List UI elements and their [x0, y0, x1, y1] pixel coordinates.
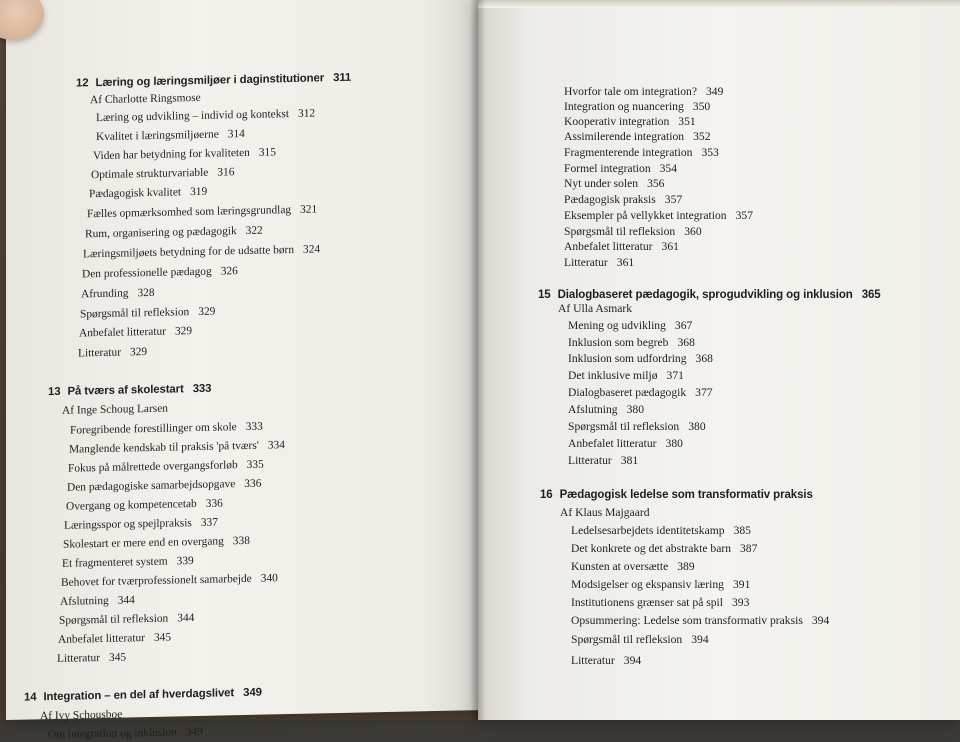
page-number: 334 — [267, 439, 285, 452]
toc-entry — [78, 347, 147, 360]
page-number: 361 — [616, 256, 635, 269]
toc-entry — [571, 579, 750, 591]
chapter-heading — [24, 688, 262, 704]
page-number: 368 — [695, 352, 713, 365]
toc-entry — [571, 597, 749, 609]
page-number: 314 — [227, 127, 245, 141]
entry-title: Assimilerende integration — [564, 130, 685, 143]
toc-entry — [564, 241, 679, 253]
entry-title: Opsummering: Ledelse som transformativ praksis — [571, 614, 803, 627]
page-number: 356 — [647, 177, 665, 190]
entry-title: Spørgsmål til refleksion — [568, 420, 680, 433]
toc-entry — [58, 633, 171, 647]
right-page — [478, 0, 960, 720]
page-number: 389 — [677, 560, 695, 573]
toc-entry — [564, 163, 677, 175]
entry-title: Pædagogisk kvalitet — [89, 186, 182, 201]
entry-title: Inklusion som begreb — [568, 336, 669, 349]
toc-entry — [87, 204, 317, 220]
chapter-title: Integration – en del af hverdagslivet — [43, 687, 235, 704]
toc-entry — [568, 387, 713, 399]
page-number: 349 — [243, 686, 262, 700]
entry-title: Behovet for tværprofessionelt samarbejde — [61, 572, 252, 589]
entry-title: Spørgsmål til refleksion — [80, 306, 190, 321]
toc-entry — [568, 337, 695, 349]
toc-entry — [67, 479, 261, 494]
page-number: 349 — [705, 85, 724, 98]
entry-title: Litteratur — [78, 346, 122, 360]
toc-entry — [91, 167, 234, 181]
toc-entry — [83, 244, 320, 260]
toc-entry — [564, 226, 702, 238]
entry-title: Fælles opmærksomhed som læringsgrundlag — [87, 204, 292, 221]
toc-entry — [564, 101, 710, 113]
entry-title: Eksempler på vellykket integration — [564, 209, 727, 222]
toc-entry — [80, 307, 215, 321]
entry-title: Et fragmenteret system — [62, 555, 168, 570]
toc-entry — [68, 460, 264, 476]
entry-title: Læringsspor og spejlpraksis — [64, 517, 192, 532]
toc-entry — [571, 525, 751, 537]
toc-entry — [93, 147, 276, 162]
entry-title: Ledelsesarbejdets identitetskamp — [571, 524, 725, 537]
entry-title: Kvalitet i læringsmiljøerne — [96, 128, 219, 144]
entry-title: Foregribende forestillinger om skole — [70, 421, 237, 437]
entry-title: Anbefalet litteratur — [79, 325, 166, 340]
entry-title: Mening og udvikling — [568, 319, 666, 332]
page-number: 352 — [693, 130, 711, 143]
page-number: 354 — [659, 162, 678, 175]
page-number: 316 — [217, 166, 235, 179]
entry-title: Dialogbaseret pædagogik — [568, 386, 687, 399]
left-page — [6, 0, 478, 742]
page-number: 367 — [674, 319, 693, 332]
entry-title: Anbefalet litteratur — [564, 240, 653, 253]
entry-title: Pædagogisk praksis — [564, 193, 656, 206]
toc-entry — [70, 422, 263, 437]
entry-title: Skolestart er mere end en overgang — [63, 535, 224, 551]
entry-title: Afrunding — [81, 287, 129, 301]
entry-title: Manglende kendskab til praksis 'på tværs' — [69, 439, 259, 456]
toc-entry — [564, 147, 719, 159]
chapter-author: Af Ulla Asmark — [558, 302, 633, 315]
entry-title: Spørgsmål til refleksion — [571, 633, 683, 646]
page-number: 391 — [732, 578, 751, 591]
entry-title: Inklusion som udfordring — [568, 352, 687, 365]
toc-entry — [568, 404, 644, 416]
page-number: 380 — [688, 420, 706, 433]
entry-title: Afslutning — [60, 594, 109, 608]
page-number: 329 — [174, 325, 193, 338]
entry-title: Viden har betydning for kvaliteten — [93, 146, 250, 163]
toc-entry — [96, 129, 245, 144]
book-gutter — [470, 0, 486, 720]
page-number: 371 — [666, 369, 684, 382]
toc-entry — [82, 266, 238, 281]
toc-entry — [48, 727, 203, 742]
page-number: 385 — [733, 524, 751, 537]
chapter-number: 14 — [24, 691, 37, 704]
page-number: 387 — [740, 542, 758, 555]
toc-entry — [81, 288, 155, 301]
entry-title: Det inklusive miljø — [568, 369, 658, 382]
chapter-number: 12 — [76, 77, 89, 90]
entry-title: Modsigelser og ekspansiv læring — [571, 578, 724, 591]
page-number: 380 — [626, 403, 644, 416]
page-number: 319 — [190, 185, 208, 199]
entry-title: Rum, organisering og pædagogik — [85, 225, 237, 241]
page-number: 345 — [153, 631, 172, 644]
toc-entry — [59, 613, 194, 627]
page-number: 336 — [244, 477, 262, 491]
toc-entry — [60, 595, 135, 608]
chapter-title: Dialogbaseret pædagogik, sprogudvikling og inklusion — [557, 289, 853, 301]
entry-title: Fragmenterende integration — [564, 146, 693, 159]
entry-title: Hvorfor tale om integration? — [564, 85, 697, 98]
toc-entry — [564, 116, 696, 128]
toc-entry — [571, 561, 695, 573]
toc-entry — [568, 421, 706, 433]
page-number: 393 — [732, 596, 750, 609]
page-number: 357 — [735, 209, 753, 222]
page-number: 329 — [130, 346, 148, 359]
entry-title: Institutionens grænser sat på spil — [571, 596, 723, 609]
chapter-number: 16 — [540, 489, 553, 501]
toc-entry — [568, 438, 683, 450]
entry-title: Læring og udvikling – individ og kontekst — [96, 108, 290, 125]
entry-title: Spørgsmål til refleksion — [59, 612, 169, 627]
entry-title: Læringsmiljøets betydning for de udsatte børn — [83, 243, 295, 261]
toc-entry — [564, 86, 723, 98]
page-number: 315 — [258, 146, 276, 159]
toc-entry — [564, 210, 753, 222]
chapter-title: På tværs af skolestart — [67, 383, 184, 398]
toc-entry — [89, 187, 207, 201]
page-number: 324 — [303, 243, 321, 256]
page-number: 377 — [695, 386, 713, 399]
chapter-heading — [48, 384, 211, 399]
toc-entry — [63, 536, 250, 551]
page-number: 339 — [176, 555, 194, 568]
chapter-title: Pædagogisk ledelse som transformativ praksis — [559, 489, 813, 501]
toc-entry — [568, 320, 692, 332]
entry-title: Nyt under solen — [564, 177, 639, 190]
entry-title: Litteratur — [57, 652, 101, 665]
page-number: 380 — [665, 437, 683, 450]
page-number: 338 — [232, 534, 250, 548]
toc-entry — [564, 257, 634, 269]
chapter-title: Læring og læringsmiljøer i daginstitutioner — [95, 72, 325, 90]
page-number: 344 — [117, 594, 135, 607]
entry-title: Optimale strukturvariable — [91, 166, 209, 182]
chapter-heading — [76, 73, 351, 90]
chapter-heading — [540, 490, 813, 502]
toc-entry — [85, 226, 263, 241]
page-number: 333 — [245, 420, 263, 433]
entry-title: Det konkrete og det abstrakte barn — [571, 542, 731, 555]
toc-entry — [57, 652, 126, 665]
page-number: 368 — [677, 336, 695, 349]
page-number: 321 — [300, 203, 318, 216]
toc-entry — [564, 194, 682, 206]
chapter-author: Af Ivy Schousboe — [40, 708, 123, 723]
page-number: 357 — [664, 193, 683, 206]
toc-entry — [571, 655, 641, 667]
toc-entry — [61, 573, 278, 589]
page-number: 394 — [623, 654, 642, 667]
entry-title: Anbefalet litteratur — [568, 437, 657, 450]
toc-entry — [571, 634, 709, 646]
toc-entry — [564, 178, 664, 190]
toc-entry — [571, 615, 829, 627]
page-number: 344 — [177, 612, 195, 625]
page-number: 345 — [109, 651, 127, 664]
entry-title: Overgang og kompetencetab — [66, 498, 197, 513]
entry-title: Fokus på målrettede overgangsforløb — [68, 459, 238, 475]
page-number: 337 — [200, 516, 218, 529]
toc-entry — [568, 353, 713, 365]
page-number: 394 — [811, 614, 830, 627]
page-number: 329 — [198, 305, 216, 318]
page-number: 394 — [691, 633, 709, 646]
toc-entry — [96, 109, 315, 125]
entry-title: Litteratur — [571, 654, 615, 667]
chapter-author: Af Charlotte Ringsmose — [90, 91, 201, 107]
entry-title: Kunsten at oversætte — [571, 560, 669, 573]
page-number: 381 — [620, 454, 639, 467]
page-number: 361 — [661, 240, 679, 253]
toc-entry — [568, 455, 638, 467]
chapter-author: Af Inge Schoug Larsen — [62, 402, 168, 417]
toc-entry — [69, 440, 285, 456]
page-number: 322 — [245, 224, 263, 237]
page-number: 360 — [684, 225, 702, 238]
chapter-number: 15 — [538, 289, 551, 301]
page-number: 336 — [205, 497, 223, 510]
page-number: 311 — [333, 71, 352, 85]
chapter-author: Af Klaus Majgaard — [560, 506, 650, 519]
page-number: 353 — [701, 146, 719, 159]
toc-entry — [571, 543, 757, 555]
chapter-heading — [538, 290, 881, 302]
page-number: 350 — [692, 100, 711, 113]
toc-entry — [568, 370, 684, 382]
entry-title: Den pædagogiske samarbejdsopgave — [67, 478, 236, 494]
entry-title: Formel integration — [564, 162, 651, 175]
page-number: 312 — [298, 107, 316, 120]
entry-title: Anbefalet litteratur — [58, 632, 145, 646]
page-number: 328 — [137, 286, 155, 300]
page-number: 365 — [861, 289, 881, 301]
entry-title: Spørgsmål til refleksion — [564, 225, 676, 238]
entry-title: Litteratur — [564, 256, 608, 269]
entry-title: Om integration og inklusion — [48, 726, 177, 742]
entry-title: Kooperativ integration — [564, 115, 670, 128]
page-number: 326 — [220, 265, 238, 278]
toc-entry — [66, 498, 223, 513]
page-number: 333 — [192, 382, 212, 396]
entry-title: Afslutning — [568, 403, 618, 416]
page-number: 340 — [260, 572, 278, 585]
toc-entry — [564, 131, 710, 143]
toc-entry — [79, 326, 192, 340]
toc-entry — [62, 556, 194, 570]
page-number: 351 — [678, 115, 696, 128]
page-number: 349 — [185, 725, 203, 739]
entry-title: Litteratur — [568, 454, 612, 467]
toc-entry — [64, 518, 218, 533]
entry-title: Integration og nuancering — [564, 100, 684, 113]
page-number: 335 — [246, 458, 264, 471]
entry-title: Den professionelle pædagog — [82, 265, 212, 281]
chapter-number: 13 — [48, 385, 61, 399]
page-edge — [478, 0, 960, 8]
